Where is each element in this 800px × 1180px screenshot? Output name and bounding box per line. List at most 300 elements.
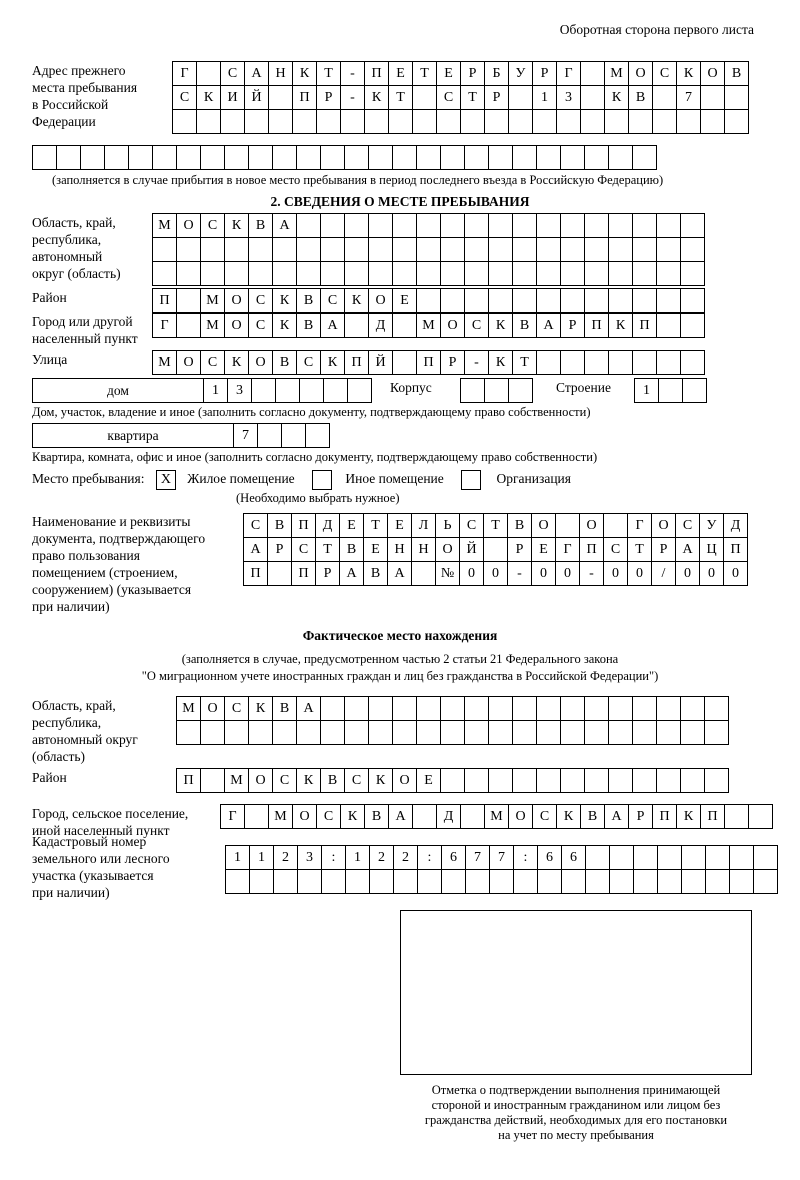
char-cell[interactable] [656, 237, 681, 262]
checkbox-zhiloe[interactable]: Х [156, 470, 176, 490]
char-cell[interactable] [392, 313, 417, 338]
char-cell[interactable]: К [556, 804, 581, 829]
char-cell[interactable]: О [531, 513, 556, 538]
char-cell[interactable]: 6 [561, 845, 586, 870]
char-cell[interactable]: А [272, 213, 297, 238]
actual-region-row-1[interactable] [176, 696, 728, 721]
char-cell[interactable]: Р [507, 537, 532, 562]
char-cell[interactable] [488, 768, 513, 793]
char-cell[interactable] [104, 145, 129, 170]
char-cell[interactable]: К [364, 85, 389, 110]
char-cell[interactable] [440, 768, 465, 793]
char-cell[interactable] [323, 378, 348, 403]
char-cell[interactable] [281, 423, 306, 448]
char-cell[interactable] [656, 261, 681, 286]
char-cell[interactable] [176, 237, 201, 262]
char-cell[interactable] [272, 720, 297, 745]
char-cell[interactable] [320, 261, 345, 286]
char-cell[interactable]: Г [152, 313, 177, 338]
char-cell[interactable]: В [267, 513, 292, 538]
char-cell[interactable] [584, 288, 609, 313]
char-cell[interactable]: Р [484, 85, 509, 110]
char-cell[interactable] [344, 313, 369, 338]
char-cell[interactable]: Г [556, 61, 581, 86]
char-cell[interactable]: П [364, 61, 389, 86]
char-cell[interactable]: Д [723, 513, 748, 538]
char-cell[interactable] [608, 237, 633, 262]
char-cell[interactable] [700, 109, 725, 134]
char-cell[interactable] [248, 237, 273, 262]
char-cell[interactable] [584, 350, 609, 375]
char-cell[interactable] [464, 696, 489, 721]
char-cell[interactable]: Р [315, 561, 340, 586]
char-cell[interactable] [416, 720, 441, 745]
region-row-3[interactable] [152, 261, 704, 286]
char-cell[interactable]: С [248, 313, 273, 338]
char-cell[interactable]: Р [267, 537, 292, 562]
char-cell[interactable] [536, 350, 561, 375]
char-cell[interactable] [296, 145, 321, 170]
char-cell[interactable]: Л [411, 513, 436, 538]
char-cell[interactable]: В [272, 696, 297, 721]
char-cell[interactable]: : [321, 845, 346, 870]
char-cell[interactable] [536, 261, 561, 286]
char-cell[interactable]: М [604, 61, 629, 86]
char-cell[interactable] [172, 109, 197, 134]
char-cell[interactable] [608, 720, 633, 745]
char-cell[interactable]: О [700, 61, 725, 86]
char-cell[interactable] [224, 720, 249, 745]
char-cell[interactable] [273, 869, 298, 894]
char-cell[interactable]: К [676, 804, 701, 829]
char-cell[interactable]: О [248, 768, 273, 793]
char-cell[interactable] [633, 845, 658, 870]
char-cell[interactable]: А [244, 61, 269, 86]
char-cell[interactable] [152, 261, 177, 286]
char-cell[interactable] [440, 145, 465, 170]
char-cell[interactable]: К [248, 696, 273, 721]
char-cell[interactable] [412, 109, 437, 134]
char-cell[interactable] [584, 237, 609, 262]
char-cell[interactable] [512, 696, 537, 721]
char-cell[interactable]: О [176, 350, 201, 375]
char-cell[interactable] [508, 109, 533, 134]
char-cell[interactable] [268, 85, 293, 110]
char-cell[interactable]: С [603, 537, 628, 562]
char-cell[interactable]: В [364, 804, 389, 829]
cadastral-row-1[interactable] [225, 845, 777, 870]
char-cell[interactable] [729, 869, 754, 894]
char-cell[interactable]: Г [220, 804, 245, 829]
char-cell[interactable]: В [628, 85, 653, 110]
char-cell[interactable] [536, 720, 561, 745]
char-cell[interactable]: О [651, 513, 676, 538]
char-cell[interactable] [257, 423, 282, 448]
char-cell[interactable]: П [344, 350, 369, 375]
char-cell[interactable] [440, 720, 465, 745]
char-cell[interactable] [652, 85, 677, 110]
char-cell[interactable]: О [579, 513, 604, 538]
char-cell[interactable] [512, 768, 537, 793]
char-cell[interactable]: П [291, 561, 316, 586]
char-cell[interactable] [512, 288, 537, 313]
char-cell[interactable]: 1 [249, 845, 274, 870]
char-cell[interactable]: А [387, 561, 412, 586]
char-cell[interactable] [560, 720, 585, 745]
char-cell[interactable]: Д [368, 313, 393, 338]
char-cell[interactable] [680, 350, 705, 375]
char-cell[interactable]: К [604, 85, 629, 110]
char-cell[interactable]: - [579, 561, 604, 586]
char-cell[interactable]: С [675, 513, 700, 538]
char-cell[interactable] [748, 804, 773, 829]
char-cell[interactable] [632, 213, 657, 238]
char-cell[interactable] [513, 869, 538, 894]
char-cell[interactable] [364, 109, 389, 134]
char-cell[interactable] [680, 768, 705, 793]
char-cell[interactable] [368, 261, 393, 286]
char-cell[interactable]: В [580, 804, 605, 829]
char-cell[interactable] [344, 696, 369, 721]
char-cell[interactable]: О [248, 350, 273, 375]
char-cell[interactable]: А [296, 696, 321, 721]
char-cell[interactable]: В [363, 561, 388, 586]
char-cell[interactable]: О [508, 804, 533, 829]
char-cell[interactable] [488, 261, 513, 286]
char-cell[interactable] [560, 350, 585, 375]
char-cell[interactable]: № [435, 561, 460, 586]
char-cell[interactable] [196, 109, 221, 134]
char-cell[interactable] [560, 768, 585, 793]
char-cell[interactable] [700, 85, 725, 110]
char-cell[interactable]: О [292, 804, 317, 829]
checkbox-organizaciya[interactable] [461, 470, 481, 490]
char-cell[interactable]: 0 [627, 561, 652, 586]
char-cell[interactable] [560, 237, 585, 262]
char-cell[interactable]: К [344, 288, 369, 313]
char-cell[interactable] [272, 237, 297, 262]
char-cell[interactable] [244, 109, 269, 134]
char-cell[interactable]: А [675, 537, 700, 562]
char-cell[interactable] [460, 109, 485, 134]
char-cell[interactable] [632, 768, 657, 793]
char-cell[interactable] [248, 145, 273, 170]
char-cell[interactable]: 6 [537, 845, 562, 870]
char-cell[interactable] [272, 145, 297, 170]
char-cell[interactable] [296, 261, 321, 286]
char-cell[interactable] [753, 869, 778, 894]
char-cell[interactable]: Р [628, 804, 653, 829]
char-cell[interactable]: С [243, 513, 268, 538]
char-cell[interactable]: 2 [393, 845, 418, 870]
char-cell[interactable]: Т [627, 537, 652, 562]
char-cell[interactable]: Т [316, 61, 341, 86]
actual-city-row[interactable] [220, 804, 772, 829]
char-cell[interactable] [441, 869, 466, 894]
char-cell[interactable] [512, 261, 537, 286]
prev-address-row-2[interactable] [172, 85, 748, 110]
char-cell[interactable]: О [392, 768, 417, 793]
char-cell[interactable] [632, 237, 657, 262]
char-cell[interactable]: П [652, 804, 677, 829]
char-cell[interactable] [176, 145, 201, 170]
char-cell[interactable] [176, 720, 201, 745]
char-cell[interactable] [368, 145, 393, 170]
char-cell[interactable] [488, 288, 513, 313]
char-cell[interactable]: А [536, 313, 561, 338]
char-cell[interactable] [392, 720, 417, 745]
dom-cells[interactable] [203, 378, 371, 403]
char-cell[interactable] [321, 869, 346, 894]
char-cell[interactable]: П [243, 561, 268, 586]
char-cell[interactable]: Т [460, 85, 485, 110]
char-cell[interactable]: Е [436, 61, 461, 86]
char-cell[interactable] [436, 109, 461, 134]
char-cell[interactable] [292, 109, 317, 134]
char-cell[interactable]: К [488, 350, 513, 375]
prev-address-row-1[interactable] [172, 61, 748, 86]
char-cell[interactable]: С [200, 350, 225, 375]
char-cell[interactable] [416, 696, 441, 721]
char-cell[interactable] [657, 869, 682, 894]
char-cell[interactable] [56, 145, 81, 170]
char-cell[interactable] [416, 145, 441, 170]
char-cell[interactable]: С [464, 313, 489, 338]
char-cell[interactable]: В [248, 213, 273, 238]
kvartira-cells[interactable] [233, 423, 329, 448]
char-cell[interactable]: Т [363, 513, 388, 538]
char-cell[interactable] [392, 261, 417, 286]
char-cell[interactable]: Т [512, 350, 537, 375]
char-cell[interactable]: С [320, 288, 345, 313]
char-cell[interactable]: У [508, 61, 533, 86]
char-cell[interactable] [392, 696, 417, 721]
char-cell[interactable] [344, 237, 369, 262]
char-cell[interactable] [536, 145, 561, 170]
char-cell[interactable] [584, 213, 609, 238]
char-cell[interactable] [704, 768, 729, 793]
char-cell[interactable]: С [459, 513, 484, 538]
char-cell[interactable] [580, 85, 605, 110]
char-cell[interactable] [305, 423, 330, 448]
char-cell[interactable]: К [292, 61, 317, 86]
char-cell[interactable]: Ц [699, 537, 724, 562]
char-cell[interactable] [656, 350, 681, 375]
char-cell[interactable]: 0 [483, 561, 508, 586]
char-cell[interactable]: В [339, 537, 364, 562]
char-cell[interactable]: М [152, 213, 177, 238]
checkbox-inoe[interactable] [312, 470, 332, 490]
char-cell[interactable] [580, 109, 605, 134]
char-cell[interactable] [608, 350, 633, 375]
char-cell[interactable] [508, 85, 533, 110]
char-cell[interactable] [680, 720, 705, 745]
char-cell[interactable] [585, 845, 610, 870]
char-cell[interactable] [656, 288, 681, 313]
char-cell[interactable] [488, 145, 513, 170]
char-cell[interactable] [347, 378, 372, 403]
char-cell[interactable] [176, 288, 201, 313]
char-cell[interactable]: А [388, 804, 413, 829]
char-cell[interactable] [705, 845, 730, 870]
char-cell[interactable]: К [608, 313, 633, 338]
char-cell[interactable] [296, 213, 321, 238]
char-cell[interactable]: С [224, 696, 249, 721]
char-cell[interactable]: О [200, 696, 225, 721]
char-cell[interactable]: П [292, 85, 317, 110]
char-cell[interactable] [680, 237, 705, 262]
char-cell[interactable]: 1 [225, 845, 250, 870]
char-cell[interactable]: С [272, 768, 297, 793]
char-cell[interactable] [320, 145, 345, 170]
stamp-box[interactable] [400, 910, 752, 1075]
char-cell[interactable]: М [200, 288, 225, 313]
char-cell[interactable]: О [440, 313, 465, 338]
char-cell[interactable] [460, 804, 485, 829]
char-cell[interactable] [440, 696, 465, 721]
char-cell[interactable]: С [220, 61, 245, 86]
char-cell[interactable]: О [628, 61, 653, 86]
char-cell[interactable]: Е [392, 288, 417, 313]
document-row-3[interactable] [243, 561, 747, 586]
char-cell[interactable] [196, 61, 221, 86]
char-cell[interactable] [609, 869, 634, 894]
char-cell[interactable] [680, 313, 705, 338]
char-cell[interactable] [512, 720, 537, 745]
char-cell[interactable]: Г [627, 513, 652, 538]
char-cell[interactable] [416, 213, 441, 238]
char-cell[interactable] [753, 845, 778, 870]
char-cell[interactable] [488, 720, 513, 745]
char-cell[interactable]: О [176, 213, 201, 238]
char-cell[interactable]: У [699, 513, 724, 538]
char-cell[interactable]: С [296, 350, 321, 375]
char-cell[interactable]: Т [388, 85, 413, 110]
char-cell[interactable] [632, 696, 657, 721]
char-cell[interactable] [633, 869, 658, 894]
char-cell[interactable]: К [488, 313, 513, 338]
char-cell[interactable] [537, 869, 562, 894]
char-cell[interactable]: Р [560, 313, 585, 338]
char-cell[interactable] [267, 561, 292, 586]
char-cell[interactable]: Н [268, 61, 293, 86]
char-cell[interactable] [369, 869, 394, 894]
region-row-1[interactable] [152, 213, 704, 238]
char-cell[interactable]: К [320, 350, 345, 375]
char-cell[interactable] [368, 720, 393, 745]
char-cell[interactable] [316, 109, 341, 134]
char-cell[interactable] [561, 869, 586, 894]
char-cell[interactable] [80, 145, 105, 170]
char-cell[interactable] [724, 85, 749, 110]
char-cell[interactable]: С [200, 213, 225, 238]
char-cell[interactable]: С [344, 768, 369, 793]
district-row[interactable] [152, 288, 704, 313]
prev-address-row-4[interactable] [32, 145, 656, 170]
char-cell[interactable]: 7 [233, 423, 258, 448]
city-row[interactable] [152, 313, 704, 338]
char-cell[interactable] [560, 288, 585, 313]
char-cell[interactable]: М [200, 313, 225, 338]
char-cell[interactable] [417, 869, 442, 894]
char-cell[interactable] [272, 261, 297, 286]
char-cell[interactable]: Д [315, 513, 340, 538]
char-cell[interactable] [489, 869, 514, 894]
char-cell[interactable] [128, 145, 153, 170]
char-cell[interactable]: П [152, 288, 177, 313]
char-cell[interactable] [704, 720, 729, 745]
char-cell[interactable]: 0 [603, 561, 628, 586]
char-cell[interactable]: П [723, 537, 748, 562]
char-cell[interactable] [657, 845, 682, 870]
char-cell[interactable] [488, 213, 513, 238]
char-cell[interactable]: : [513, 845, 538, 870]
char-cell[interactable]: О [435, 537, 460, 562]
char-cell[interactable] [584, 720, 609, 745]
char-cell[interactable] [248, 261, 273, 286]
char-cell[interactable]: А [320, 313, 345, 338]
char-cell[interactable] [584, 768, 609, 793]
char-cell[interactable]: О [224, 288, 249, 313]
char-cell[interactable]: Т [483, 513, 508, 538]
char-cell[interactable] [488, 696, 513, 721]
char-cell[interactable] [464, 288, 489, 313]
char-cell[interactable]: Й [368, 350, 393, 375]
char-cell[interactable] [392, 145, 417, 170]
char-cell[interactable] [680, 288, 705, 313]
char-cell[interactable]: Н [387, 537, 412, 562]
char-cell[interactable] [251, 378, 276, 403]
char-cell[interactable]: И [220, 85, 245, 110]
char-cell[interactable] [320, 237, 345, 262]
char-cell[interactable]: К [368, 768, 393, 793]
char-cell[interactable] [368, 237, 393, 262]
char-cell[interactable]: 0 [675, 561, 700, 586]
char-cell[interactable] [297, 869, 322, 894]
char-cell[interactable]: С [436, 85, 461, 110]
char-cell[interactable]: Е [339, 513, 364, 538]
char-cell[interactable] [320, 696, 345, 721]
char-cell[interactable] [224, 237, 249, 262]
char-cell[interactable] [556, 109, 581, 134]
char-cell[interactable]: 7 [489, 845, 514, 870]
actual-region-row-2[interactable] [176, 720, 728, 745]
char-cell[interactable]: Р [532, 61, 557, 86]
char-cell[interactable] [585, 869, 610, 894]
char-cell[interactable]: К [272, 288, 297, 313]
char-cell[interactable] [464, 720, 489, 745]
char-cell[interactable] [320, 720, 345, 745]
char-cell[interactable] [440, 213, 465, 238]
char-cell[interactable] [464, 768, 489, 793]
char-cell[interactable]: 1 [345, 845, 370, 870]
char-cell[interactable]: О [224, 313, 249, 338]
char-cell[interactable]: К [676, 61, 701, 86]
char-cell[interactable] [392, 237, 417, 262]
char-cell[interactable] [320, 213, 345, 238]
char-cell[interactable]: А [243, 537, 268, 562]
char-cell[interactable] [344, 213, 369, 238]
char-cell[interactable] [603, 513, 628, 538]
char-cell[interactable] [658, 378, 683, 403]
char-cell[interactable]: К [224, 213, 249, 238]
char-cell[interactable] [464, 261, 489, 286]
char-cell[interactable]: М [268, 804, 293, 829]
char-cell[interactable] [152, 145, 177, 170]
char-cell[interactable]: Р [316, 85, 341, 110]
actual-district-row[interactable] [176, 768, 728, 793]
char-cell[interactable] [344, 145, 369, 170]
